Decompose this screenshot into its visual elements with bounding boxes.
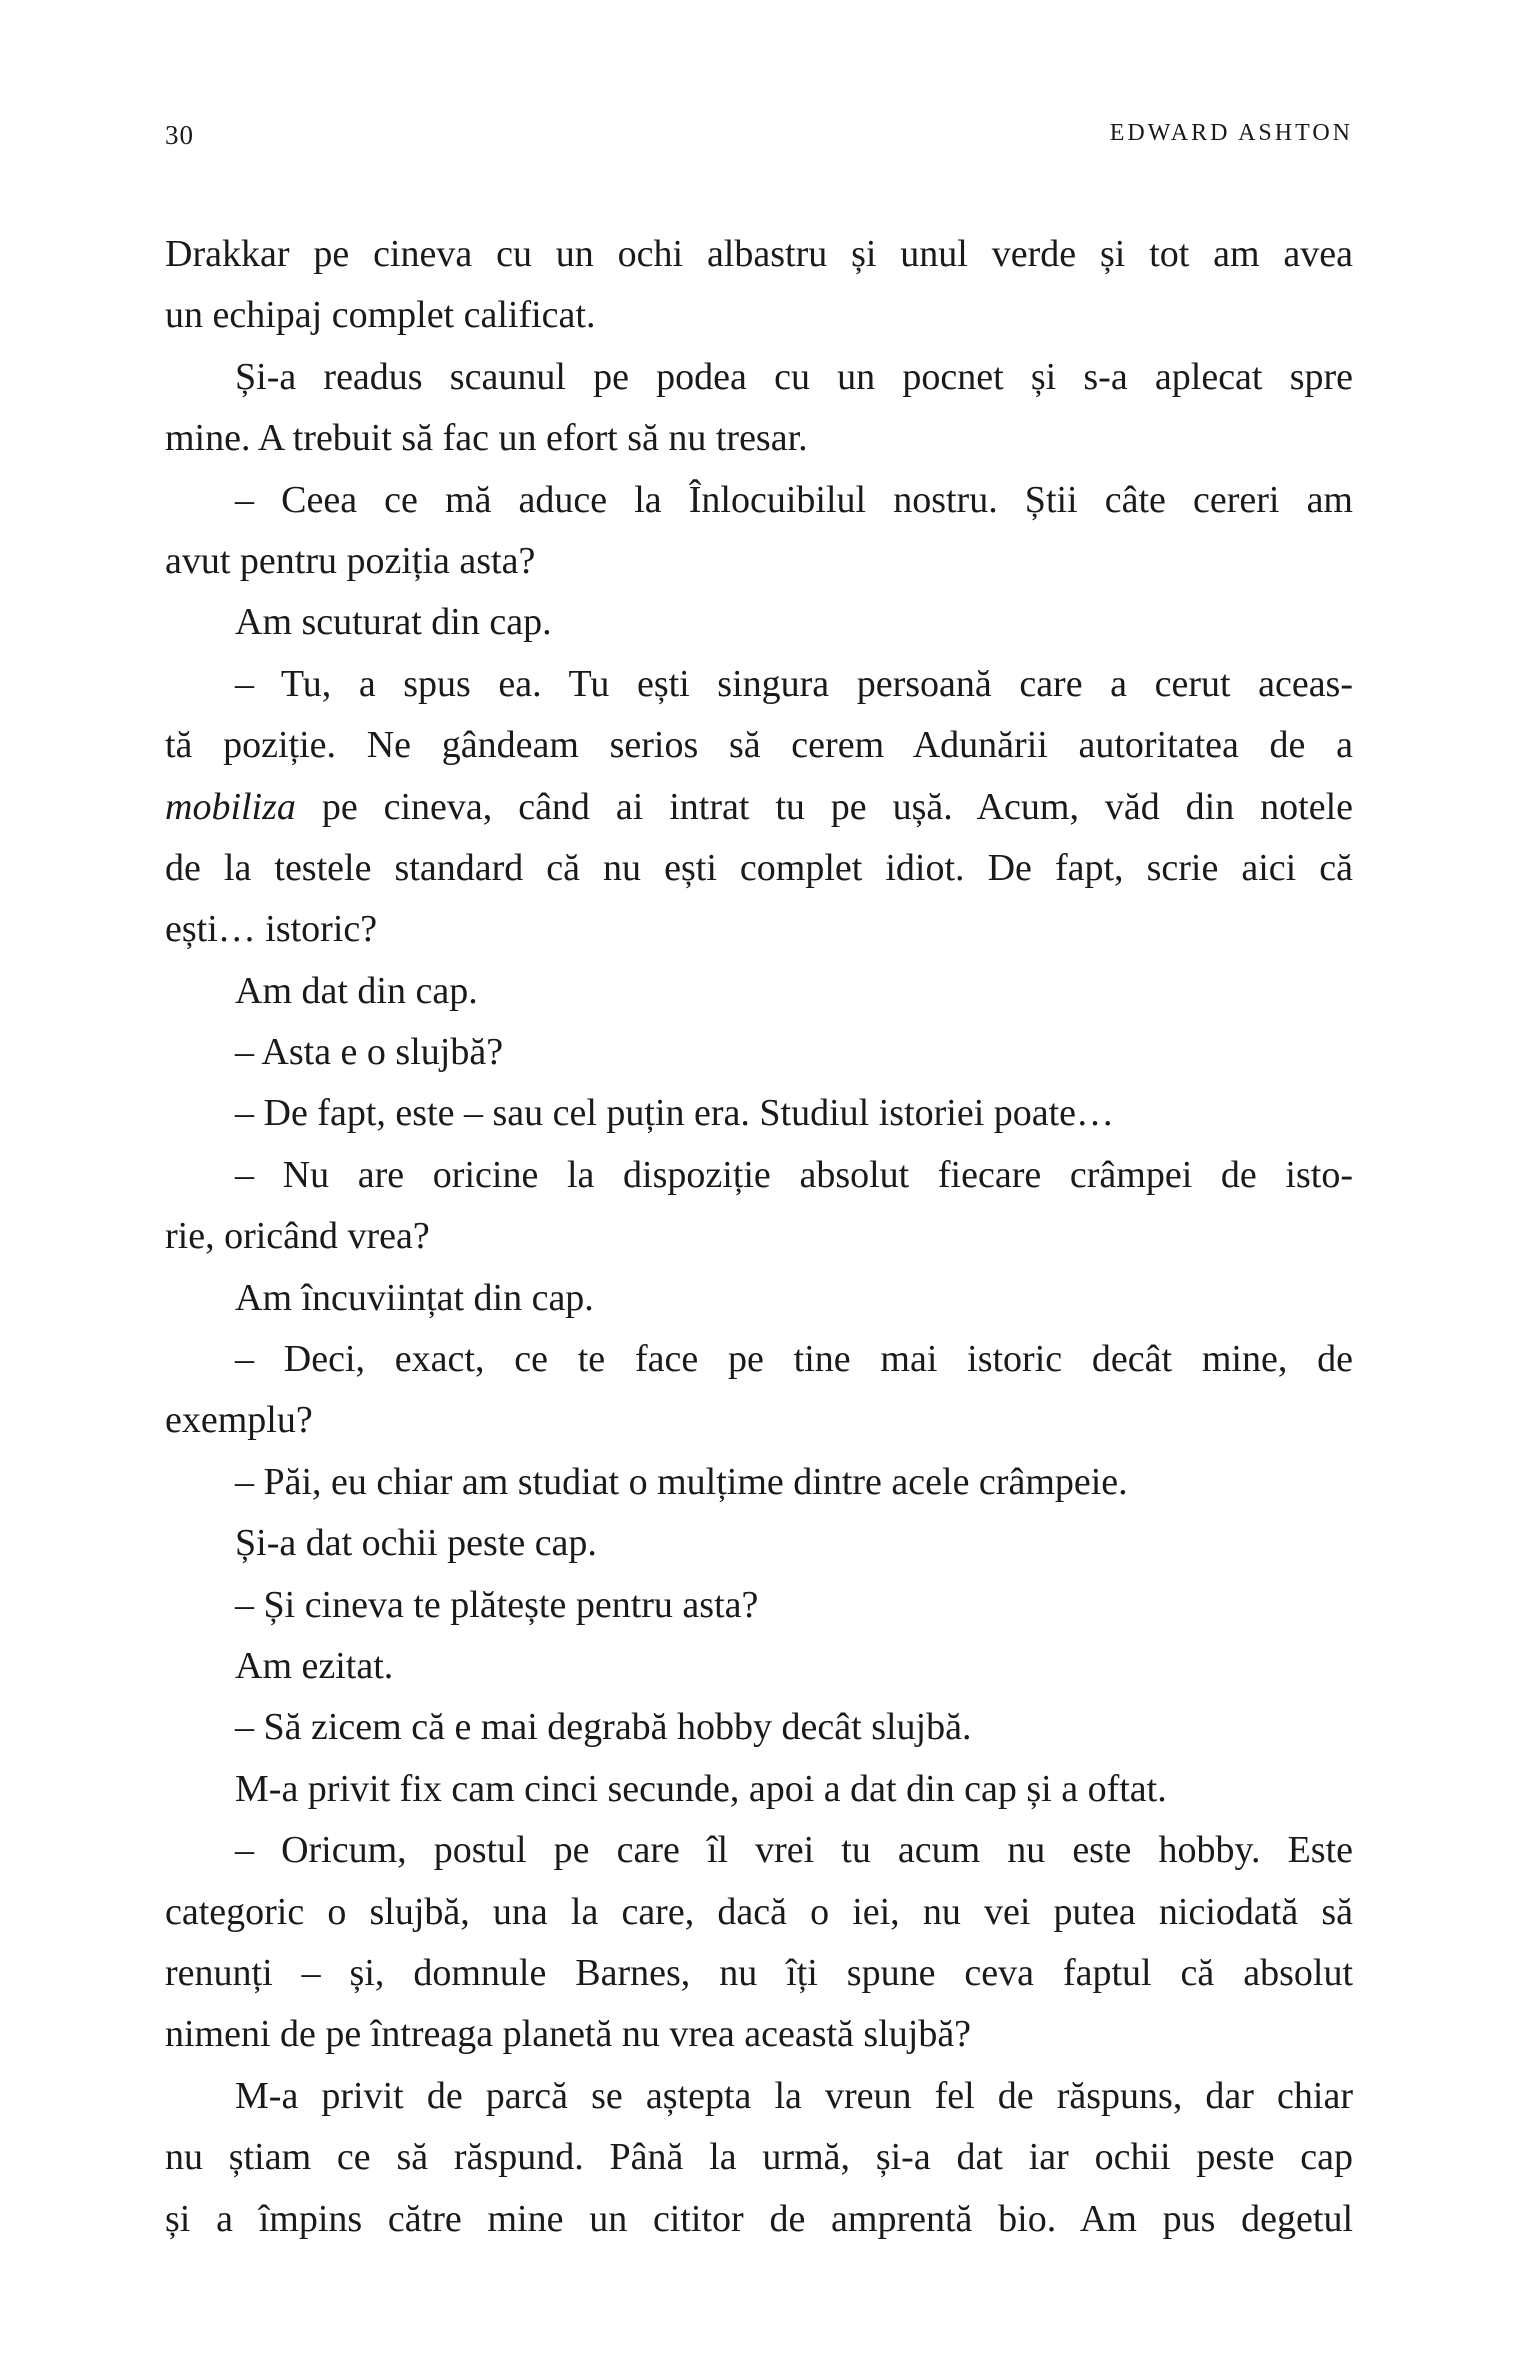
line-text: rie, oricând vrea? [165, 1215, 430, 1258]
line-text: – Să zicem că e mai degrabă hobby decât slujbă. [235, 1706, 972, 1749]
italic-word: mobiliza [165, 785, 296, 828]
line-text: – Păi, eu chiar am studiat o mulțime dintre acele crâmpeie. [235, 1460, 1128, 1503]
line-text: Și-a dat ochii peste cap. [235, 1522, 597, 1565]
text-line [165, 1697, 1353, 1758]
text-line [165, 1145, 1353, 1206]
line-text: – Ceea ce mă aduce la Înlocuibilul nostru. Știi câte cereri am [235, 478, 1353, 521]
text-line [165, 470, 1353, 531]
text-line [165, 1022, 1353, 1083]
line-text: Și-a readus scaunul pe podea cu un pocnet și s-a aplecat spre [235, 355, 1353, 398]
text-line [165, 285, 1353, 346]
text-line [165, 347, 1353, 408]
text-line [165, 654, 1353, 715]
text-line [165, 838, 1353, 899]
text-line [165, 531, 1353, 592]
text-line [165, 1206, 1353, 1267]
text-line [165, 899, 1353, 960]
line-text: M-a privit fix cam cinci secunde, apoi a dat din cap și a oftat. [235, 1767, 1167, 1810]
line-text: ești… istoric? [165, 908, 378, 951]
body-text [165, 224, 1353, 2250]
text-line [165, 224, 1353, 285]
running-header [165, 120, 1353, 156]
text-line [165, 1329, 1353, 1390]
text-line [165, 715, 1353, 776]
line-text: Am scuturat din cap. [235, 601, 552, 644]
line-text: tă poziție. Ne gândeam serios să cerem Adunării autoritatea de a [165, 724, 1353, 767]
text-line [165, 1452, 1353, 1513]
line-text: – Asta e o slujbă? [235, 1031, 504, 1074]
line-text: M-a privit de parcă se aștepta la vreun fel de răspuns, dar chiar [235, 2074, 1353, 2117]
line-text: avut pentru poziția asta? [165, 539, 536, 582]
text-line [165, 1759, 1353, 1820]
text-line [165, 1390, 1353, 1451]
text-line [165, 777, 1353, 838]
line-text: mine. A trebuit să fac un efort să nu tresar. [165, 417, 808, 460]
text-line [165, 2004, 1353, 2065]
text-line [165, 1943, 1353, 2004]
line-text: exemplu? [165, 1399, 313, 1442]
line-text: categoric o slujbă, una la care, dacă o iei, nu vei putea niciodată să [165, 1890, 1353, 1933]
text-line [165, 1268, 1353, 1329]
text-line [165, 1083, 1353, 1144]
line-text: Drakkar pe cineva cu un ochi albastru și unul verde și tot am avea [165, 233, 1353, 275]
line-text: – Nu are oricine la dispoziție absolut fiecare crâmpei de isto- [235, 1153, 1353, 1196]
text-line [165, 2127, 1353, 2188]
line-text: de la testele standard că nu ești complet idiot. De fapt, scrie aici că [165, 846, 1353, 889]
line-text: – Oricum, postul pe care îl vrei tu acum nu este hobby. Este [235, 1829, 1353, 1872]
line-text: Am încuviințat din cap. [235, 1276, 594, 1319]
text-line [165, 1575, 1353, 1636]
line-text: Am dat din cap. [235, 969, 478, 1012]
text-line [165, 592, 1353, 653]
text-line [165, 2066, 1353, 2127]
line-text: – De fapt, este – sau cel puțin era. Studiul istoriei poate… [235, 1092, 1115, 1135]
line-text: pe cineva, când ai intrat tu pe ușă. Acum, văd din notele [295, 785, 1353, 828]
line-text: – Tu, a spus ea. Tu ești singura persoană care a cerut aceas- [235, 662, 1353, 705]
line-text: nu știam ce să răspund. Până la urmă, și-a dat iar ochii peste cap [165, 2136, 1353, 2179]
text-line [165, 961, 1353, 1022]
line-text: Am ezitat. [235, 1644, 394, 1687]
text-line [165, 1820, 1353, 1881]
line-text: nimeni de pe întreaga planetă nu vrea această slujbă? [165, 2013, 972, 2056]
text-line [165, 2189, 1353, 2250]
text-line [165, 1636, 1353, 1697]
line-text: și a împins către mine un cititor de amprentă bio. Am pus degetul [165, 2197, 1353, 2240]
line-text: renunți – și, domnule Barnes, nu îți spune ceva faptul că absolut [165, 1951, 1353, 1994]
running-head-author: EDWARD ASHTON [1109, 120, 1353, 146]
page-number: 30 [165, 120, 194, 150]
line-text: – Și cineva te plătește pentru asta? [235, 1583, 759, 1626]
text-line [165, 1513, 1353, 1574]
line-text: un echipaj complet calificat. [165, 294, 596, 337]
text-line [165, 1882, 1353, 1943]
line-text: – Deci, exact, ce te face pe tine mai istoric decât mine, de [235, 1338, 1353, 1381]
text-line [165, 408, 1353, 469]
